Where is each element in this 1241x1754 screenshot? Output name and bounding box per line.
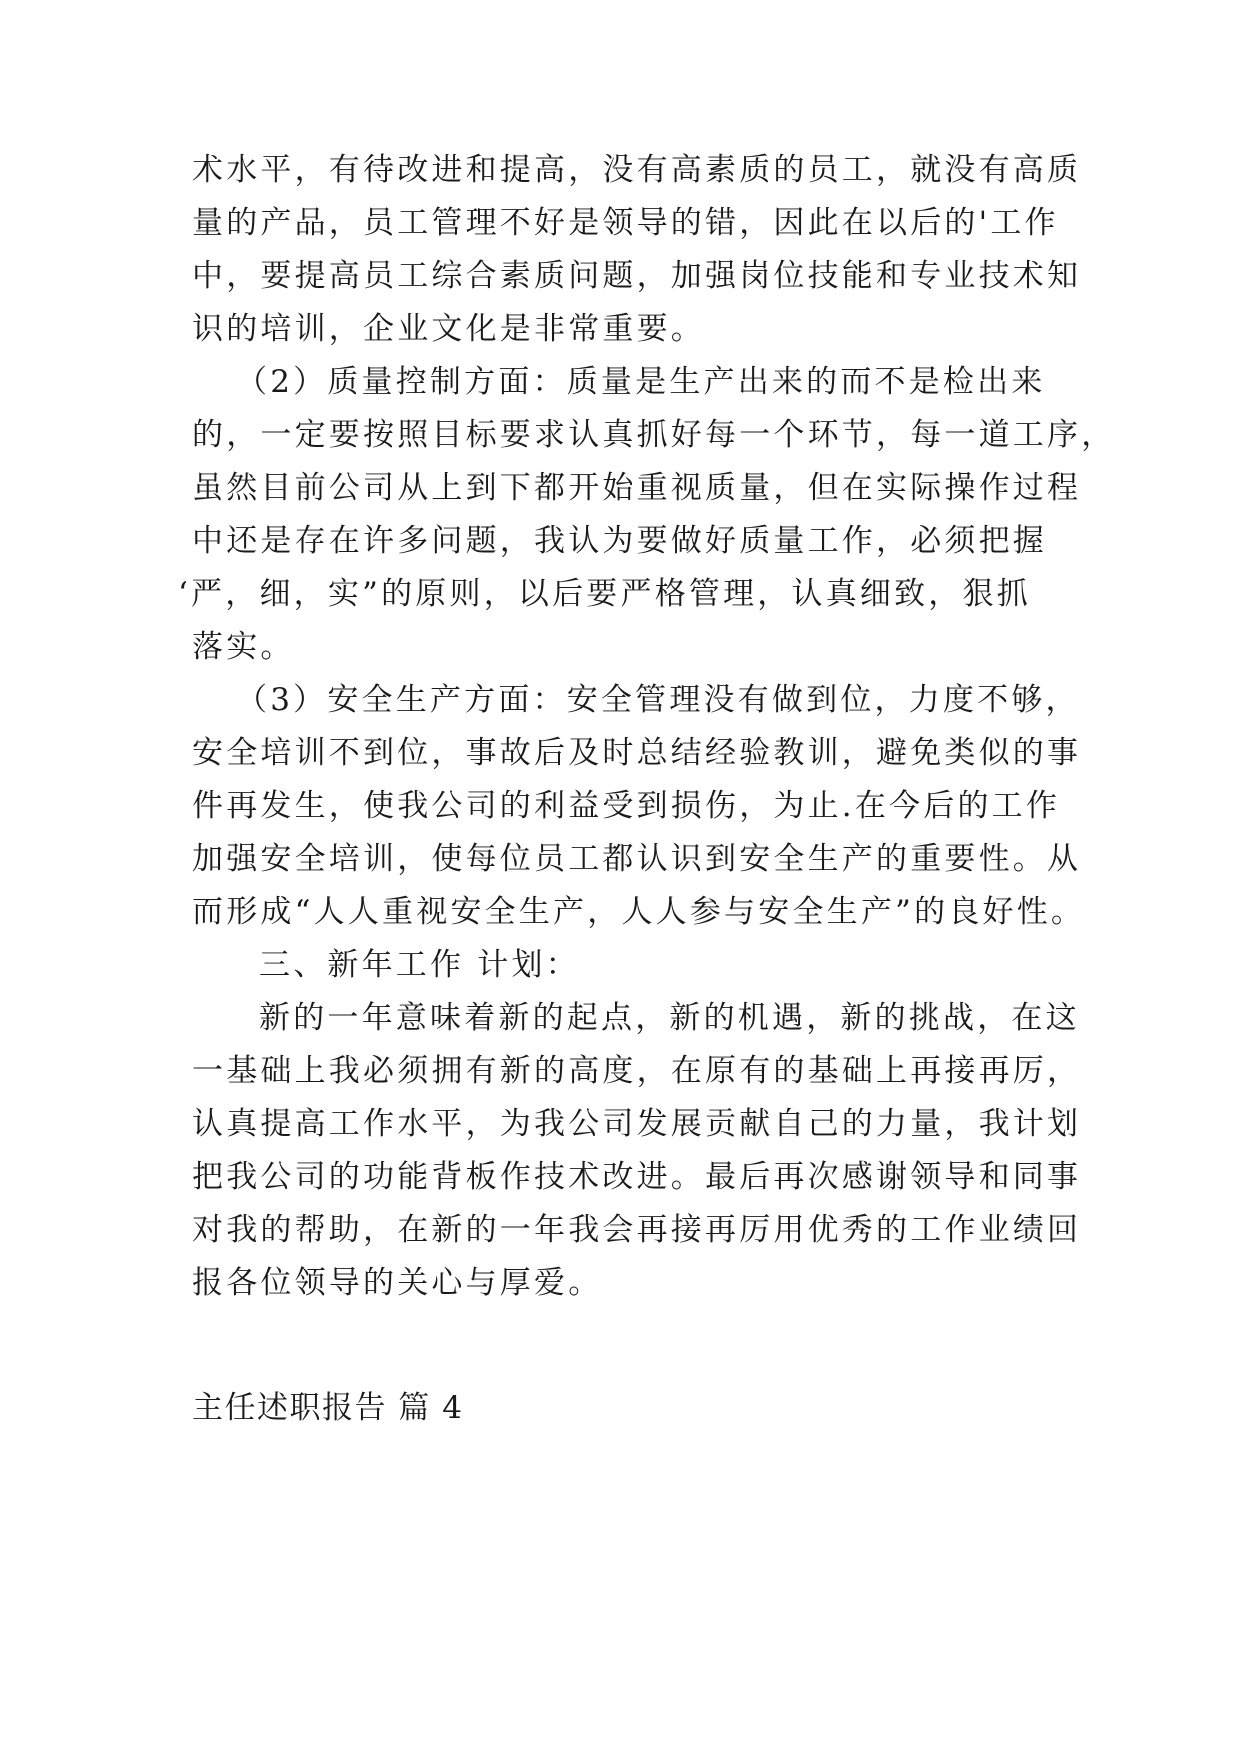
text-line: （3）安全生产方面：安全管理没有做到位，力度不够，: [236, 682, 1080, 718]
text-line: 新的一年意味着新的起点，新的机遇，新的挑战，在这: [259, 1000, 1080, 1036]
text-line: 报各位领导的关心与厚爱。: [192, 1265, 603, 1301]
text-line: 而形成“人人重视安全生产，人人参与安全生产”的良好性。: [192, 894, 1086, 930]
text-line: ‘严，细，实”的原则，以后要严格管理，认真细致，狠抓: [178, 576, 1031, 612]
text-line: 识的培训，企业文化是非常重要。: [192, 311, 705, 347]
text-line: 中还是存在许多问题，我认为要做好质量工作，必须把握: [192, 523, 1047, 559]
text-line: 把我公司的功能背板作技术改进。最后再次感谢领导和同事: [192, 1159, 1082, 1195]
text-line: （2）质量控制方面：质量是生产出来的而不是检出来: [236, 364, 1046, 400]
text-line: 中，要提高员工综合素质问题，加强岗位技能和专业技术知: [192, 258, 1082, 294]
section-heading: 主任述职报告 篇 4: [192, 1390, 464, 1426]
section-subheading: 三、新年工作 计划：: [259, 947, 580, 983]
text-line: 落实。: [192, 629, 295, 665]
text-line: 的，一定要按照目标要求认真抓好每一个环节，每一道工序，: [192, 417, 1116, 453]
text-line: 认真提高工作水平，为我公司发展贡献自己的力量，我计划: [192, 1106, 1082, 1142]
text-line: 安全培训不到位，事故后及时总结经验教训，避免类似的事: [192, 735, 1082, 771]
text-line: 虽然目前公司从上到下都开始重视质量，但在实际操作过程: [192, 470, 1082, 506]
text-line: 术水平，有待改进和提高，没有高素质的员工，就没有高质: [192, 152, 1082, 188]
text-line: 加强安全培训，使每位员工都认识到安全生产的重要性。从: [192, 841, 1082, 877]
text-line: 量的产品，员工管理不好是领导的错，因此在以后的'工作: [192, 205, 1059, 241]
text-line: 件再发生，使我公司的利益受到损伤，为止.在今后的工作: [192, 788, 1061, 824]
text-line: 对我的帮助，在新的一年我会再接再厉用优秀的工作业绩回: [192, 1212, 1082, 1248]
text-line: 一基础上我必须拥有新的高度，在原有的基础上再接再厉，: [192, 1053, 1082, 1089]
